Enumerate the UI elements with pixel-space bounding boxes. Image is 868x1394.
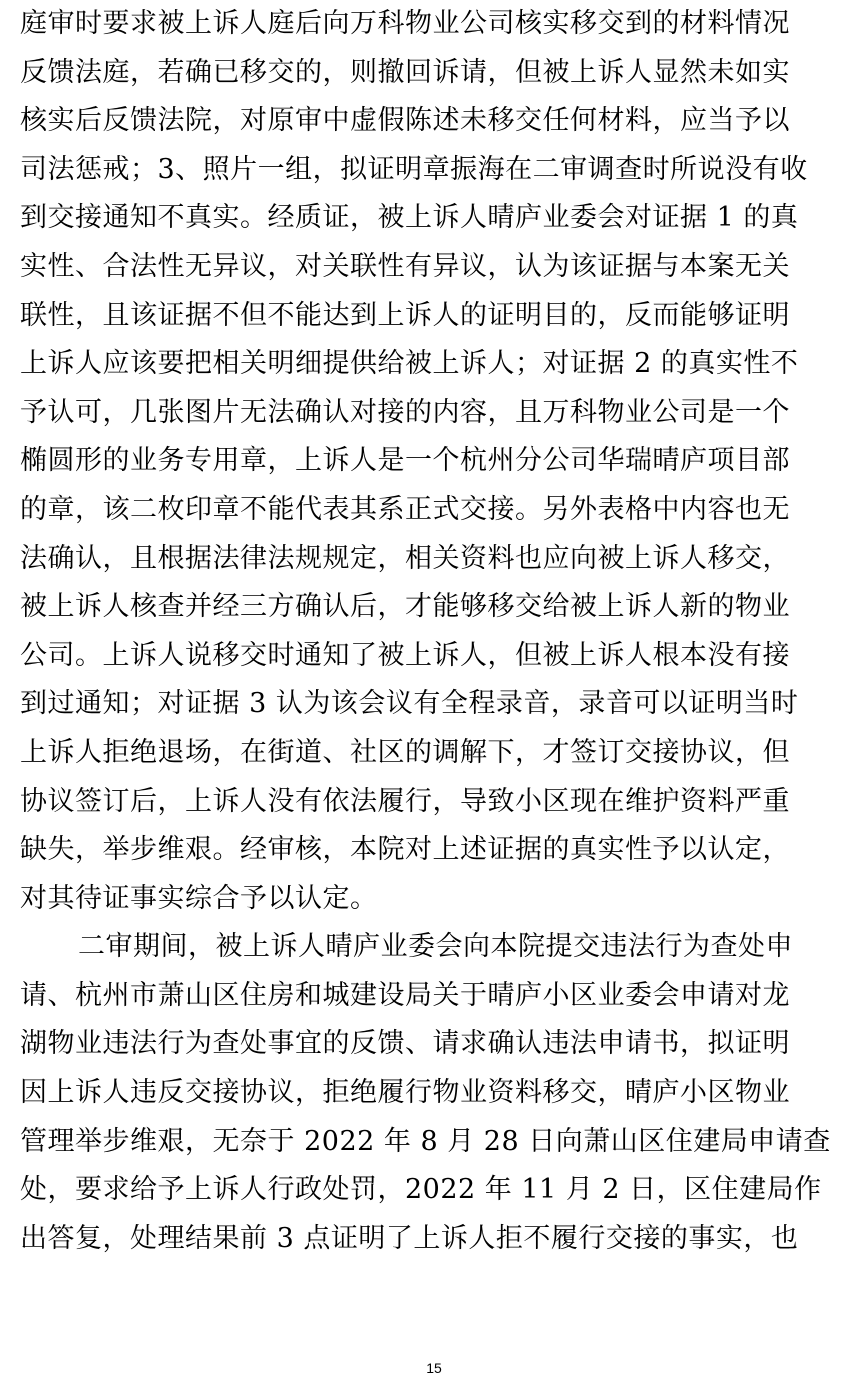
text-line: 对其待证事实综合予以认定。 (20, 882, 378, 914)
text-line: 处，要求给予上诉人行政处罚，2022 年 11 月 2 日，区住建局作 (20, 1174, 822, 1206)
text-line: 管理举步维艰，无奈于 2022 年 8 月 28 日向萧山区住建局申请查 (20, 1125, 831, 1157)
body-text (20, 0, 860, 1263)
text-line: 核实后反馈法院，对原审中虚假陈述未移交任何材料，应当予以 (20, 105, 790, 137)
text-line: 请、杭州市萧山区住房和城建设局关于晴庐小区业委会申请对龙 (20, 979, 790, 1011)
page-number: 15 (426, 1360, 442, 1376)
paragraph-start-line: 二审期间，被上诉人晴庐业委会向本院提交违法行为查处申 (78, 931, 793, 963)
text-line: 反馈法庭，若确已移交的，则撤回诉请，但被上诉人显然未如实 (20, 56, 790, 88)
text-line: 公司。上诉人说移交时通知了被上诉人，但被上诉人根本没有接 (20, 639, 790, 671)
text-line: 上诉人应该要把相关明细提供给被上诉人；对证据 2 的真实性不 (20, 348, 799, 380)
text-line: 法确认，且根据法律法规规定，相关资料也应向被上诉人移交， (20, 542, 790, 574)
text-line: 实性、合法性无异议，对关联性有异议，认为该证据与本案无关 (20, 250, 790, 282)
text-line: 予认可，几张图片无法确认对接的内容，且万科物业公司是一个 (20, 396, 790, 428)
text-line: 到交接通知不真实。经质证，被上诉人晴庐业委会对证据 1 的真 (20, 202, 799, 234)
text-line: 庭审时要求被上诉人庭后向万科物业公司核实移交到的材料情况 (20, 8, 790, 39)
text-line: 椭圆形的业务专用章，上诉人是一个杭州分公司华瑞晴庐项目部 (20, 445, 790, 477)
text-line: 联性，且该证据不但不能达到上诉人的证明目的，反而能够证明 (20, 299, 790, 331)
text-line: 到过通知；对证据 3 认为该会议有全程录音，录音可以证明当时 (20, 688, 799, 720)
text-line: 出答复，处理结果前 3 点证明了上诉人拒不履行交接的事实，也 (20, 1222, 799, 1254)
text-line: 协议签订后，上诉人没有依法履行，导致小区现在维护资料严重 (20, 785, 790, 817)
text-line: 的章，该二枚印章不能代表其系正式交接。另外表格中内容也无 (20, 493, 790, 525)
text-line: 被上诉人核查并经三方确认后，才能够移交给被上诉人新的物业 (20, 591, 790, 623)
text-line: 缺失，举步维艰。经审核，本院对上述证据的真实性予以认定， (20, 834, 790, 866)
text-line: 司法惩戒；3、照片一组，拟证明章振海在二审调查时所说没有收 (20, 153, 808, 185)
text-line: 湖物业违法行为查处事宜的反馈、请求确认违法申请书，拟证明 (20, 1028, 790, 1060)
text-line: 上诉人拒绝退场，在街道、社区的调解下，才签订交接协议，但 (20, 736, 790, 768)
text-line: 因上诉人违反交接协议，拒绝履行物业资料移交，晴庐小区物业 (20, 1077, 790, 1109)
